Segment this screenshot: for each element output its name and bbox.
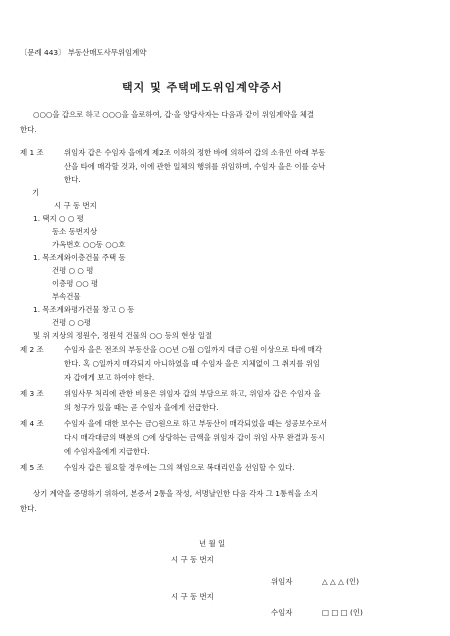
intro-line: 한다. <box>20 125 37 134</box>
article-line: 수임자 을은 전조의 부동산을 ○○년 ○월 ○일까지 대금 ○원 이상으로 타에 매각 <box>64 345 322 354</box>
property-line: 건평 ○ ○ 평 <box>52 266 94 275</box>
property-line: 1. 목조계와평가건물 창고 ○ 동 <box>33 305 135 314</box>
delegator-name-seal: △ △ △ (인) <box>322 577 360 586</box>
property-line: 동소 동번지상 <box>52 227 98 236</box>
address-header: 시 구 동 번지 <box>54 201 97 210</box>
property-line: 1. 목조계와이층건물 주택 동 <box>33 253 126 262</box>
delegatee-name-seal: □ □ □ (인) <box>322 608 363 617</box>
gi-mark: 기 <box>32 188 40 197</box>
property-line: 부속건물 <box>52 292 81 301</box>
article-line: 한다. <box>64 175 81 184</box>
article-line: 수임자 갑은 필요할 경우에는 그의 책임으로 복대리인을 선임할 수 있다. <box>64 463 295 472</box>
article-line: 산을 타에 매각할 것과, 이에 관한 일체의 행위를 위임하며, 수임자 을은 이를 승낙 <box>64 162 326 171</box>
property-line: 건평 ○ ○평 <box>52 318 92 327</box>
document-title: 택지 및 주택메도위임계약증서 <box>122 81 283 94</box>
intro-line: ○○○을 갑으로 하고 ○○○을 을로하여, 갑·을 양당사자는 다음과 같이 위임계약을 체결 <box>33 110 315 119</box>
article-line: 의 청구가 있을 때는 곧 수임자 을에게 선급한다. <box>64 403 219 412</box>
article-line: 자 갑에게 보고 하여야 한다. <box>64 373 155 382</box>
closing-line: 한다. <box>20 504 37 513</box>
header-reference: 〔문례 443〕 부동산매도사무위임계약 <box>20 48 147 57</box>
article-line: 다시 매각대금의 백분의 ○에 상당하는 금액을 위임자 갑이 위임 사무 완결과 동시 <box>64 433 325 442</box>
property-line: 및 위 지상의 정원수, 정원석 건물의 ○○ 등의 현상 일절 <box>33 331 213 340</box>
delegatee-label: 수임자 <box>271 608 293 617</box>
article-label: 제 1 조 <box>20 148 44 157</box>
closing-line: 상기 계약을 증명하기 위하여, 본증서 2통을 작성, 서명날인한 다음 각자 그 1통씩을 소지 <box>33 489 319 498</box>
property-line: 1. 택지 ○ ○ 평 <box>33 214 84 223</box>
article-line: 위임자 갑은 수임자 을에게 제2조 이하의 정한 바에 의하여 갑의 소유인 아래 부동 <box>64 148 326 157</box>
article-line: 수임자 을에 대한 보수는 금○원으로 하고 부동산이 매각되었을 때는 성공보수로서 <box>64 419 328 428</box>
property-line: 가옥번호 ○○동 ○○호 <box>52 240 126 249</box>
delegator-address: 시 구 동 번지 <box>171 555 214 564</box>
article-line: 에 수임자을에게 지급한다. <box>64 447 150 456</box>
date-line: 년 월 일 <box>199 539 226 548</box>
article-label: 제 5 조 <box>20 463 44 472</box>
delegatee-address: 시 구 동 번지 <box>171 592 214 601</box>
article-line: 위임사무 처리에 관한 비용은 위임자 갑의 부담으로 하고, 위임자 갑은 수임자 을 <box>64 389 321 398</box>
article-label: 제 4 조 <box>20 419 44 428</box>
article-label: 제 2 조 <box>20 345 44 354</box>
delegator-label: 위임자 <box>271 577 293 586</box>
property-line: 이층평 ○○ 평 <box>52 279 99 288</box>
article-line: 한다. 혹 ○일까지 매각되지 아니하였을 때 수임자 을은 지체없이 그 취지를 위임 <box>64 359 320 368</box>
article-label: 제 3 조 <box>20 389 44 398</box>
